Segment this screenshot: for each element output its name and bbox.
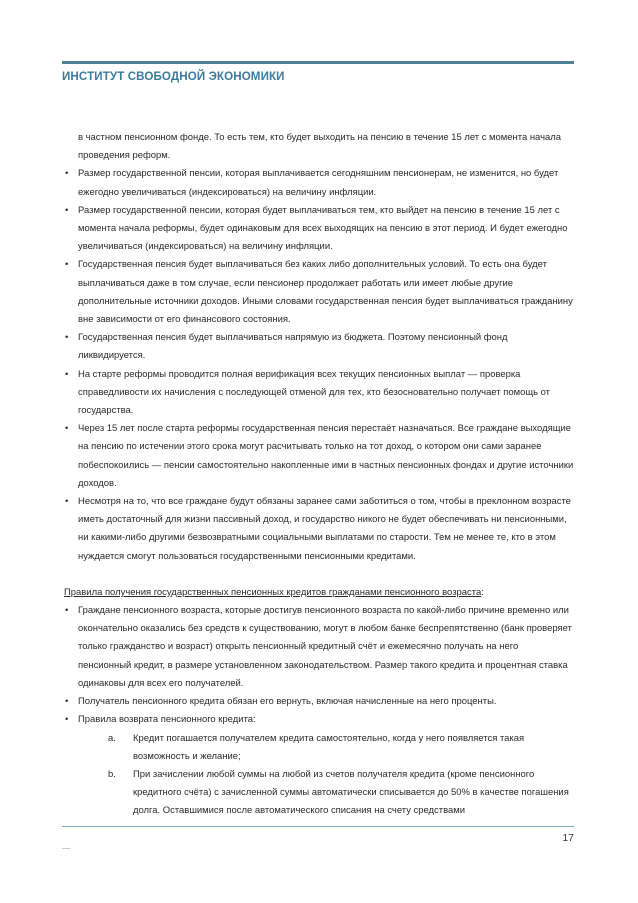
organization-title: ИНСТИТУТ СВОБОДНОЙ ЭКОНОМИКИ xyxy=(62,70,285,83)
list-marker: b. xyxy=(108,768,116,780)
section-heading-colon: : xyxy=(481,586,484,598)
list-marker: a. xyxy=(108,732,116,744)
rule-text: Кредит погашается получателем кредита самостоятельно, когда у него появляется такая возможность и желание; xyxy=(133,732,525,762)
repayment-rules-list xyxy=(78,730,574,821)
section-heading-text: Правила получения государственных пенсионных кредитов гражданами пенсионного возраста xyxy=(64,586,482,598)
list-item: • Размер государственной пенсии, которая выплачивается сегодняшним пенсионерам, не изменится, но будет ежегодно увеличиваться (индексироваться) на величину инфляции. xyxy=(64,165,574,201)
list-item: • Несмотря на то, что все граждане будут обязаны заранее сами заботиться о том, чтобы в преклонном возрасте иметь достаточный для жизни пассивный доход, и государство никого не будет обеспечивать ни пенсионными, ни какими-либо другими безвозвратными социальными выплатами по старости. Тем не менее те, кто в этом нуждается смогут пользоваться государственными пенсионными кредитами. xyxy=(64,493,574,566)
footer-rule xyxy=(62,826,574,827)
list-item: • Через 15 лет после старта реформы государственная пенсия перестаёт назначаться. Все граждане выходящие на пенсию по истечении этого срока могут расчитывать только на тот доход, о котором они сами заранее побеспокоились — пенсии самостоятельно накопленные ими в частных пенсионных фондах и другие источники доходов. xyxy=(64,420,574,493)
list-item: • Получатель пенсионного кредита обязан его вернуть, включая начисленные на него проценты. xyxy=(64,693,574,711)
page-number: 17 xyxy=(562,832,574,844)
rules-intro: Правила возврата пенсионного кредита: xyxy=(78,714,256,726)
header-rule xyxy=(62,61,574,64)
list-item: • Размер государственной пенсии, которая будет выплачиваться тем, кто выйдет на пенсию в течение 15 лет с момента начала реформы, будет одинаковым для всех выходящих на пенсию в этот период. И будет ежегодно увеличиваться (индексироваться) на величину инфляции. xyxy=(64,202,574,257)
page-body xyxy=(64,129,574,821)
credit-rules-bullet-list xyxy=(64,602,574,820)
list-item: • На старте реформы проводится полная верификация всех текущих пенсионных выплат — проверка справедливости их начисления с последующей отменой для тех, кто безосновательно получает помощь от государства. xyxy=(64,366,574,421)
section-heading xyxy=(64,584,574,602)
list-item xyxy=(64,711,574,820)
list-item xyxy=(78,730,574,766)
list-item: • Государственная пенсия будет выплачиваться напрямую из бюджета. Поэтому пенсионный фонд ликвидируется. xyxy=(64,329,574,365)
list-item: • Граждане пенсионного возраста, которые достигув пенсионного возраста по какой-либо причине временно или окончательно оказались без средств к существованию, могут в любом банке беспрепятственно (банк проверяет только гражданство и возраст) открыть пенсионный кредитный счёт и ежемесячно получать на него пенсионный кредит, в размере установленном законодательством. Размер такого кредита и процентная ставка одинаковы для всех его получателей. xyxy=(64,602,574,693)
reform-bullet-list xyxy=(64,165,574,565)
continuation-paragraph: в частном пенсионном фонде. То есть тем, кто будет выходить на пенсию в течение 15 лет с момента начала проведения реформ. xyxy=(78,132,561,162)
list-item: • Государственная пенсия будет выплачиваться без каких либо дополнительных условий. То есть она будет выплачиваться даже в том случае, если пенсионер продолжает работать или имеет любые другие дополнительные источники доходов. Иными словами государственная пенсия будет выплачиваться гражданину вне зависимости от его финансового состояния. xyxy=(64,256,574,329)
footer-corner-mark xyxy=(62,848,70,849)
list-item xyxy=(78,766,574,821)
rule-text: При зачислении любой суммы на любой из счетов получателя кредита (кроме пенсионного кредитного счёта) с зачисленной суммы автоматически списывается до 50% в качестве погашения долга. Оставшимися после автоматического списания на счету средствами xyxy=(133,768,569,817)
